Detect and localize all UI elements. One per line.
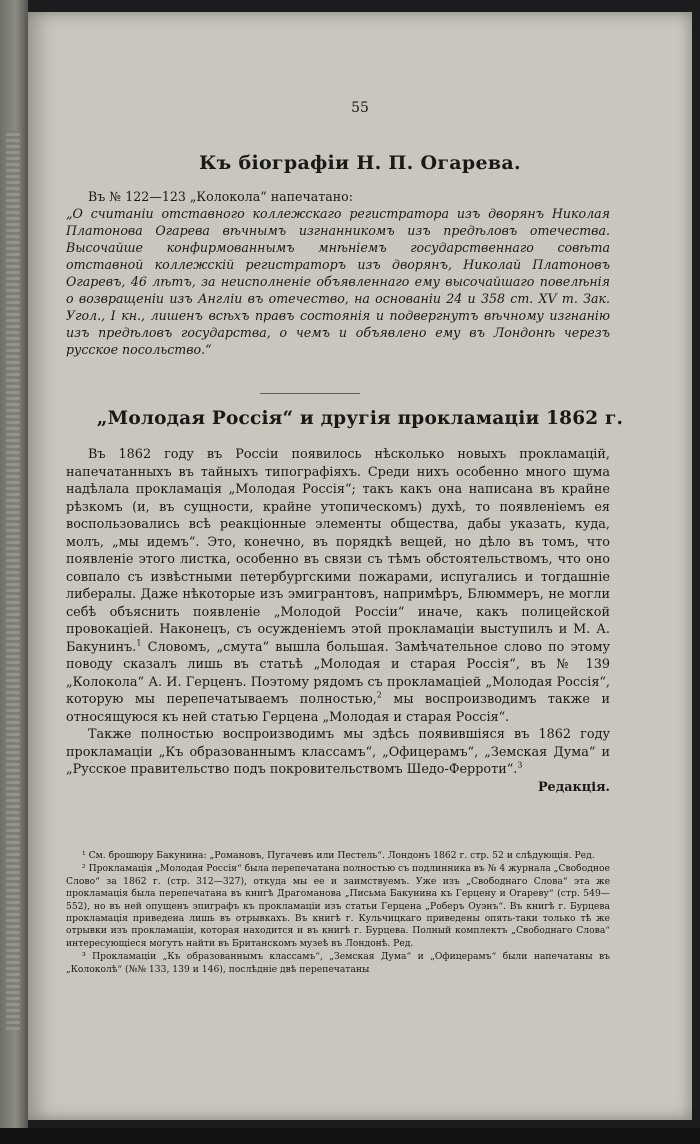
footnote-ref-3: 3 (517, 760, 523, 770)
section-divider (260, 393, 360, 394)
footnote-3: ³ Прокламаціи „Къ образованнымъ классамъ“, „Земская Дума“ и „Офицерамъ“ были напечатаны въ „Колоколѣ“ (№№ 133, 139 и 146), послѣдніе двѣ перепечатаны (66, 951, 610, 975)
footnote-ref-2: 2 (376, 690, 382, 700)
editorial-signature: Редакція. (537, 779, 610, 795)
section-lead: Въ № 122—123 „Колокола“ напечатано: (88, 189, 353, 204)
footnote-2: ² Прокламація „Молодая Россія“ была перепечатана полностью съ подлинника въ № 4 журнала „Свободное Слово“ за 1862 г. (стр. 312—327), откуда мы ее и заимствуемъ. Уже изъ „Свободнаго Слова“ эта же прокламація была перепечатана въ книгѣ Драгоманова „Письма Бакунина къ Герцену и Огареву“ (стр. 549—552), но въ ней опущенъ эпиграфъ къ прокламаціи изъ статьи Герцена „Роберъ Оуэнъ“. Въ книгѣ г. Бурцева прокламація приведена лишь въ отрывкахъ. Въ книгѣ г. Кульчицкаго приведены опять-таки только тѣ же отрывки изъ прокламаціи, которая находится и въ книгѣ г. Бурцева. Полный комплектъ „Свободнаго Слова“ интересующіеся могутъ найти въ Британскомъ музеѣ въ Лондонѣ. Ред. (66, 863, 610, 949)
paragraph-1-part-a: Въ 1862 году въ Россіи появилось нѣсколько новыхъ прокламацій, напечатанныхъ въ тайныхъ типографіяхъ. Среди нихъ особенно много шума надѣлала прокламація „Молодая Россія“; такъ какъ она написана въ крайне рѣзкомъ (и, въ сущности, крайне утопическомъ) духѣ, то появленіемъ ея воспользовались всѣ реакціонные элементы общества, дабы указать, куда, молъ, „мы идемъ“. Это, конечно, въ порядкѣ вещей, но дѣло въ томъ, что появленіе этого листка, особенно въ связи съ тѣмъ обстоятельствомъ, что оно совпало съ извѣстными петербургскими пожарами, испугались и тогдашніе либералы. Даже нѣкоторые изъ эмигрантовъ, напримѣръ, Блюммеръ, не могли себѣ объяснить появленіе „Молодой Россіи“ иначе, какъ полицейской провокаціей. Наконецъ, съ осужденіемъ этой прокламаціи выступилъ и М. А. Бакунинъ. (66, 447, 610, 655)
page-number: 55 (351, 100, 369, 116)
footnotes (66, 850, 610, 977)
paragraph-2 (66, 726, 610, 779)
footnote-ref-1: 1 (136, 638, 142, 648)
footnote-1: ¹ См. брошюру Бакунина: „Романовъ, Пугачевъ или Пестель“. Лондонъ 1862 г. стр. 52 и слѣдующія. Ред. (82, 850, 595, 861)
section-body-molodaya-rossiya (66, 446, 610, 796)
scan-bottom-edge (0, 1128, 700, 1144)
book-page (28, 12, 692, 1120)
paragraph-1-part-c: мы воспроизводимъ также и относящуюся къ ней статью Герцена „Молодая и старая Россія“. (66, 692, 610, 725)
section-title-ogarev: Къ біографіи Н. П. Огарева. (199, 152, 521, 174)
paragraph-1 (66, 446, 610, 726)
facing-page-text-edge (6, 130, 20, 1030)
section-body-ogarev (66, 188, 610, 358)
paragraph-1-part-b: Словомъ, „смута“ вышла большая. Замѣчательное слово по этому поводу сказалъ лишь въ статьѣ „Молодая и старая Россія“, въ № 139 „Колокола“ А. И. Герценъ. Поэтому рядомъ съ прокламаціей „Молодая Россія“, которую мы перепечатываемъ полностью, (66, 639, 610, 707)
section-title-molodaya-rossiya: „Молодая Россія“ и другія прокламаціи 1862 г. (96, 408, 624, 429)
facing-page-edge (0, 0, 28, 1144)
paragraph-2-text: Также полностью воспроизводимъ мы здѣсь появившіяся въ 1862 году прокламаціи „Къ образованнымъ классамъ“, „Офицерамъ“, „Земская Дума“ и „Русское правительство подъ покровительствомъ Шедо-Ферроти“. (66, 727, 610, 777)
quoted-decree: „О считаніи отставного коллежскаго регистратора изъ дворянъ Николая Платонова Огарева вѣчнымъ изгнанникомъ изъ предѣловъ отечества. Высочайше конфирмованнымъ мнѣніемъ государственнаго совѣта отставной коллежскій регистраторъ изъ дворянъ, Николай Платоновъ Огаревъ, 46 лѣтъ, за неисполненіе объявленнаго ему высочайшаго повелѣнія о возвращеніи изъ Англіи въ отечество, на основаніи 24 и 358 ст. XV т. Зак. Угол., I кн., лишенъ всѣхъ правъ состоянія и подвергнутъ вѣчному изгнанію изъ предѣловъ государства, о чемъ и объявлено ему въ Лондонѣ черезъ русское посольство.“ (66, 206, 610, 357)
